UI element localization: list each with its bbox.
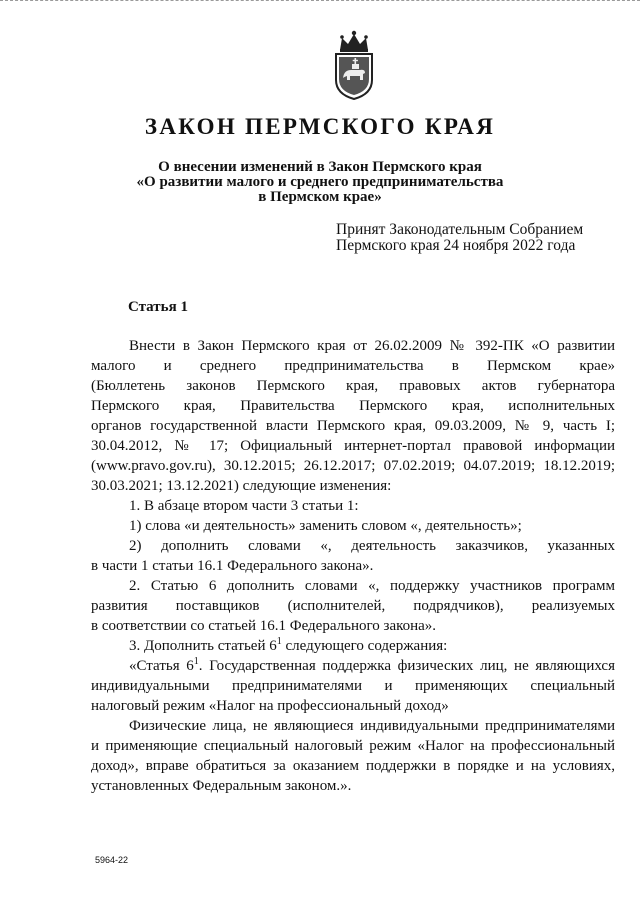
adoption-line: Принят Законодательным Собранием [336, 221, 584, 238]
text-line: 30.03.2021; 13.12.2021) следующие изменения: [91, 478, 392, 494]
text-line: органов государственной власти Пермского края, 09.03.2009, № 9, часть I; [91, 418, 615, 434]
item-1-subitem-1: 1) слова «и деятельность» заменить словом «, деятельность»; [129, 518, 522, 534]
scan-top-border [0, 0, 640, 2]
text-line: в части 1 статьи 16.1 Федерального закона». [91, 558, 374, 574]
law-title: ЗАКОН ПЕРМСКОГО КРАЯ [144, 114, 496, 139]
text-line: 30.04.2012, № 17; Официальный интернет-портал правовой информации [91, 438, 615, 454]
adoption-line: Пермского края 24 ноября 2022 года [336, 237, 576, 254]
adoption-note [336, 222, 583, 254]
quoted-article-heading [91, 656, 615, 716]
quote-head: «Статья 6 [129, 658, 194, 674]
item-3-tail: следующего содержания: [281, 638, 448, 654]
item-1: 1. В абзаце втором части 3 статьи 1: [129, 498, 359, 514]
text-line: доход», вправе обратиться за оказанием поддержки в порядке и на условиях, [91, 758, 615, 774]
text-line: в соответствии со статьей 16.1 Федерального закона». [91, 618, 437, 634]
item-2 [91, 576, 615, 636]
item-1-subitem-2 [91, 536, 615, 576]
law-subtitle [0, 160, 640, 205]
superscript: 1 [276, 636, 282, 647]
article-heading: Статья 1 [128, 299, 188, 315]
subtitle-line: О внесении изменений в Закон Пермского края [158, 159, 482, 175]
text-line: развития поставщиков (исполнителей, подрядчиков), реализуемых [91, 598, 615, 614]
text-line: установленных Федеральным законом.». [91, 778, 352, 794]
subtitle-line: «О развитии малого и среднего предпринимательства [136, 174, 504, 190]
text-line: и применяющие специальный налоговый режим «Налог на профессиональный [91, 738, 615, 754]
text-line: налоговый режим «Налог на профессиональный доход» [91, 698, 449, 714]
text-line: Пермского края, Правительства Пермского края, исполнительных [91, 398, 615, 414]
quote-line1-tail: . Государственная поддержка физических лиц, не являющихся [198, 658, 615, 674]
superscript: 1 [193, 656, 199, 667]
text-line: Внести в Закон Пермского края от 26.02.2009 № 392-ПК «О развитии [129, 338, 615, 354]
text-line: (www.pravo.gov.ru), 30.12.2015; 26.12.2017; 07.02.2019; 04.07.2019; 18.12.2019; [91, 458, 615, 474]
intro-paragraph [91, 336, 615, 496]
text-line: индивидуальными предпринимателями и применяющих специальный [91, 678, 615, 694]
text-line: (Бюллетень законов Пермского края, правовых актов губернатора [91, 378, 615, 394]
document-code: 5964-22 [95, 855, 129, 865]
perm-krai-coat-of-arms-icon [330, 28, 378, 100]
subtitle-line: в Пермском крае» [258, 189, 382, 205]
item-3 [91, 636, 615, 656]
text-line: 2. Статью 6 дополнить словами «, поддержку участников программ [129, 578, 615, 594]
closing-paragraph [91, 716, 615, 796]
article-body [91, 336, 615, 796]
item-3-text: 3. Дополнить статьей 6 [129, 638, 277, 654]
text-line: 2) дополнить словами «, деятельность заказчиков, указанных [129, 538, 615, 554]
text-line: малого и среднего предпринимательства в Пермском крае» [91, 358, 615, 374]
text-line: Физические лица, не являющиеся индивидуальными предпринимателями [129, 718, 615, 734]
text-line [91, 656, 615, 676]
